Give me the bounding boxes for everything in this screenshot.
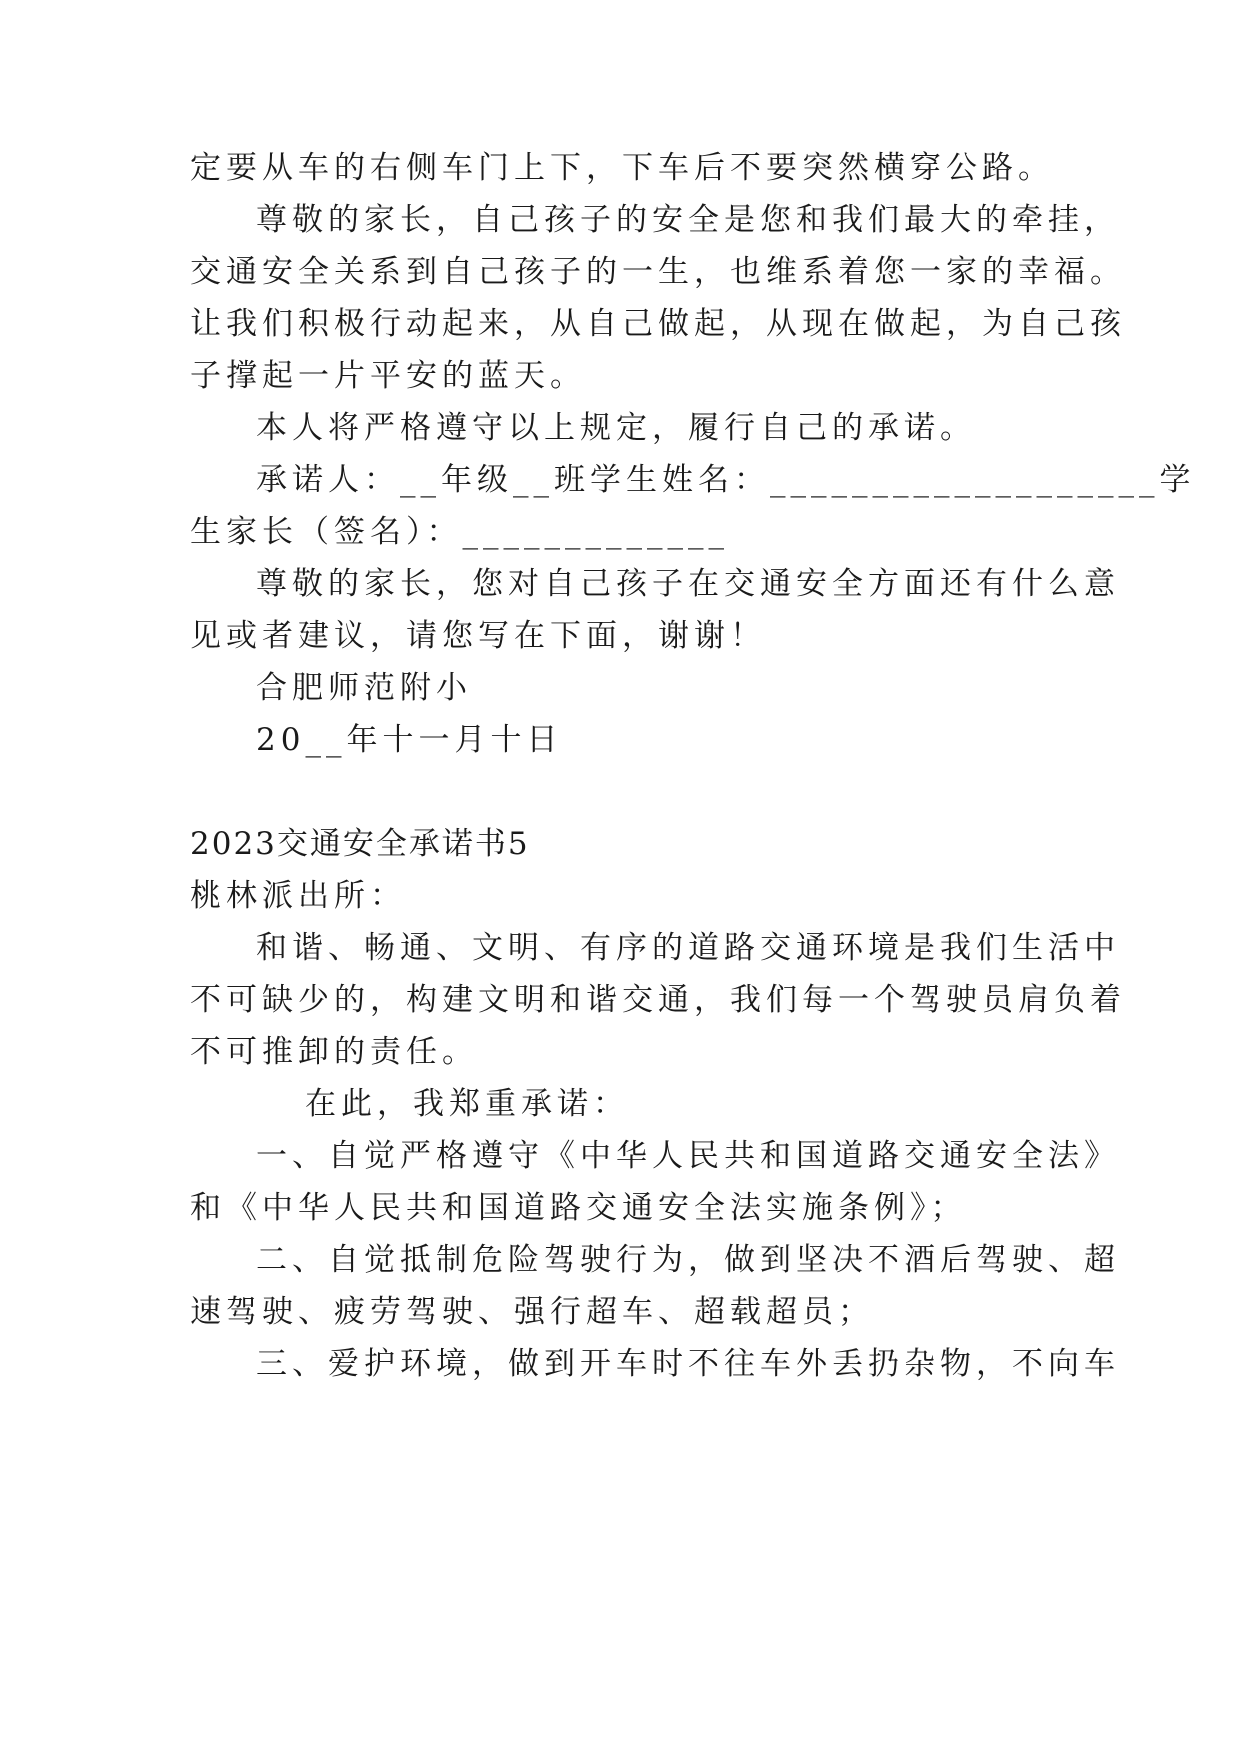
text-line: 和谐、畅通、文明、有序的道路交通环境是我们生活中	[256, 930, 1120, 966]
text-line: 和《中华人民共和国道路交通安全法实施条例》；	[190, 1190, 967, 1226]
text-line: 见或者建议，请您写在下面，谢谢！	[190, 618, 766, 654]
text-line: 交通安全关系到自己孩子的一生，也维系着您一家的幸福。	[190, 254, 1126, 290]
section-title: 2023交通安全承诺书5	[190, 826, 530, 862]
text-line: 定要从车的右侧车门上下，下车后不要突然横穿公路。	[190, 150, 1054, 186]
text-line: 三、爱护环境，做到开车时不往车外丢扔杂物，不向车	[256, 1346, 1120, 1382]
text-line: 速驾驶、疲劳驾驶、强行超车、超载超员；	[190, 1294, 874, 1330]
text-line: 二、自觉抵制危险驾驶行为，做到坚决不酒后驾驶、超	[256, 1242, 1120, 1278]
signature-line: 承诺人：__年级__班学生姓名：___________________学	[256, 462, 1196, 498]
text-line: 不可推卸的责任。	[190, 1034, 478, 1070]
text-line: 子撑起一片平安的蓝天。	[190, 358, 586, 394]
text-line: 在此，我郑重承诺：	[305, 1086, 629, 1122]
addressee: 桃林派出所：	[190, 878, 406, 914]
text-line: 尊敬的家长，自己孩子的安全是您和我们最大的牵挂，	[256, 202, 1120, 238]
signature-line: 生家长（签名）：_____________	[190, 514, 729, 550]
text-line: 一、自觉严格遵守《中华人民共和国道路交通安全法》	[256, 1138, 1120, 1174]
text-line: 本人将严格遵守以上规定，履行自己的承诺。	[256, 410, 976, 446]
text-line: 尊敬的家长，您对自己孩子在交通安全方面还有什么意	[256, 566, 1120, 602]
text-line: 不可缺少的，构建文明和谐交通，我们每一个驾驶员肩负着	[190, 982, 1126, 1018]
school-name: 合肥师范附小	[256, 670, 472, 706]
text-line: 让我们积极行动起来，从自己做起，从现在做起，为自己孩	[190, 306, 1126, 342]
date-line: 20__年十一月十日	[256, 722, 563, 758]
